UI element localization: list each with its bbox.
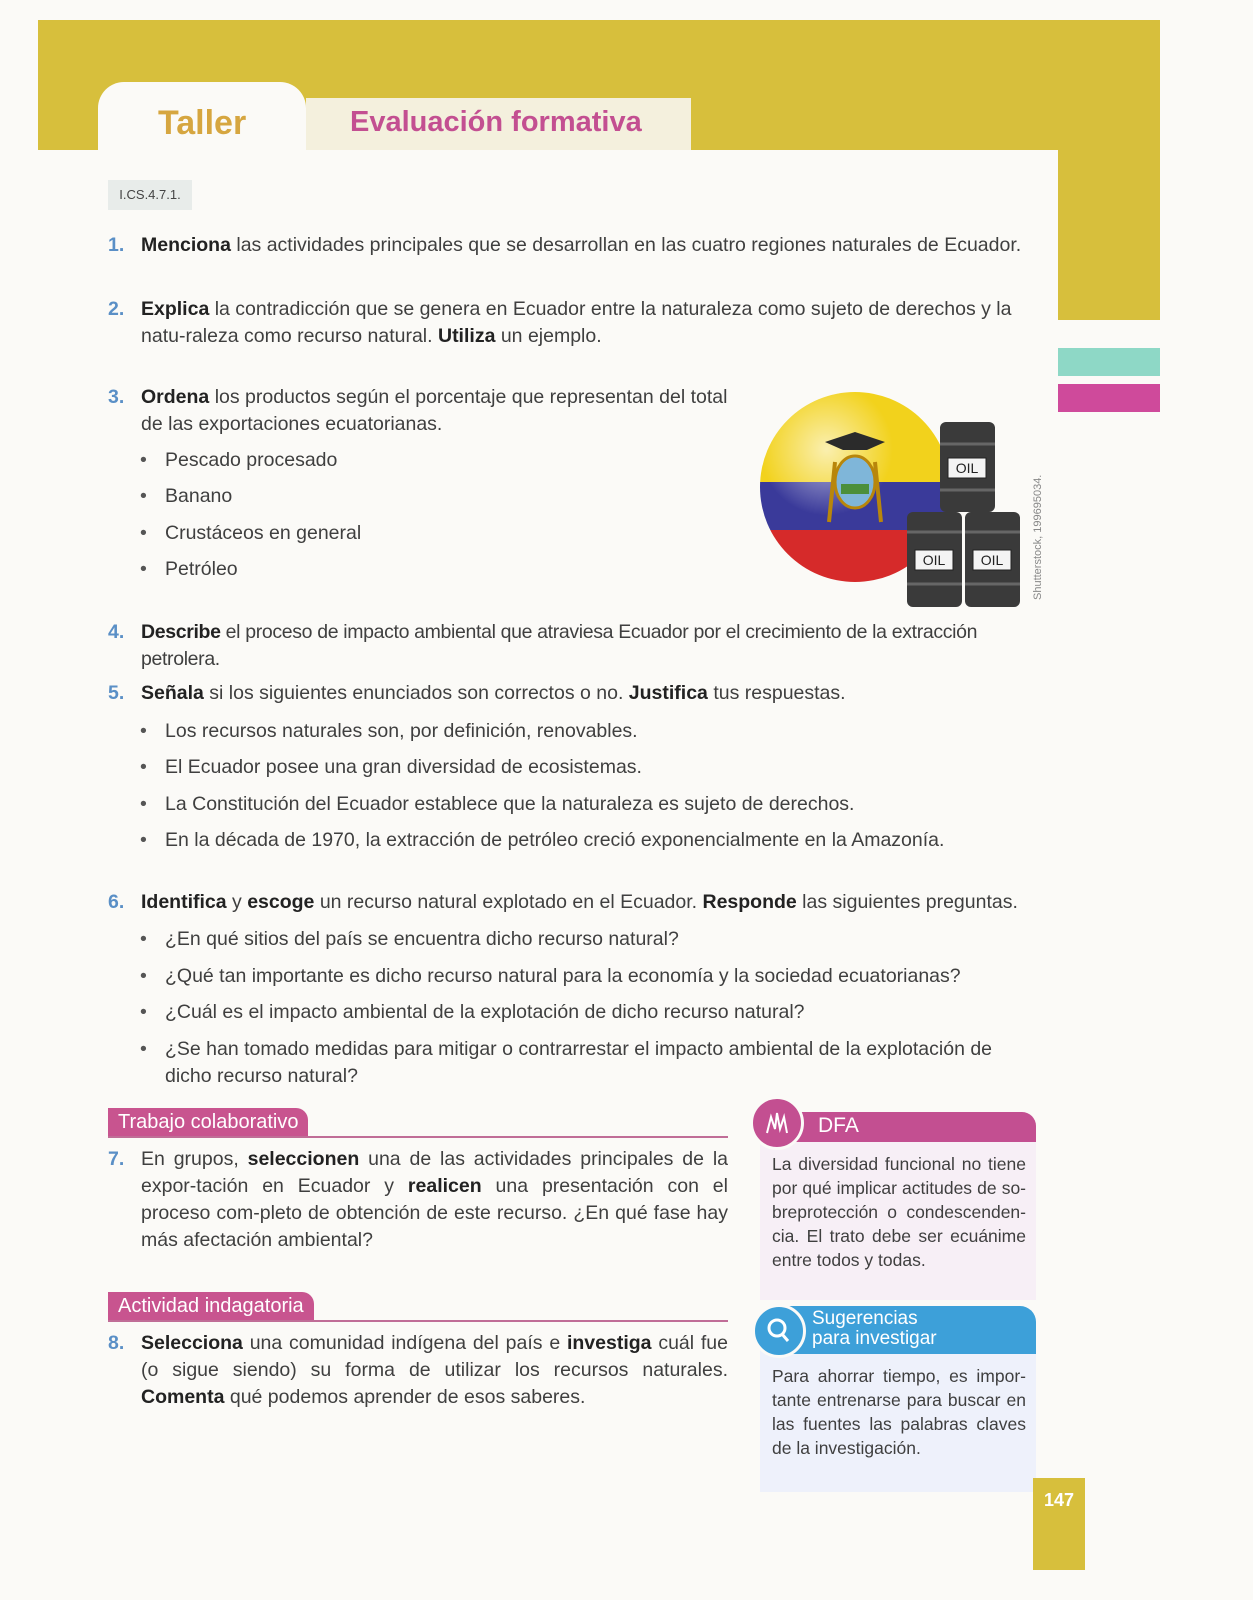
question-text: y [226,891,248,913]
question-number: 6. [108,891,125,913]
question-number: 4. [108,621,125,643]
sugerencias-title: Sugerencias [812,1308,918,1329]
question-text: el proceso de impacto ambiental que atraviesa Ecuador por el crecimiento de la extracción petrolera. [141,621,978,670]
section-trabajo-colaborativo [108,1108,728,1138]
question-verb: Comenta [141,1386,225,1408]
question-number: 3. [108,386,125,408]
sugerencias-text: Para ahorrar tiempo, es impor-tante entrenarse para buscar en las fuentes las palabras claves de la investigación. [772,1366,1026,1458]
question-number: 7. [108,1148,125,1170]
question-number: 1. [108,234,125,256]
tab-taller-label: Taller [158,104,247,142]
question-2 [108,296,1038,350]
sugerencias-box [760,1346,1036,1492]
hands-icon [750,1096,804,1150]
dfa-header [788,1112,1036,1142]
list-item: • En la década de 1970, la extracción de petróleo creció exponencialmente en la Amazonía. [140,827,944,854]
question-text: las actividades principales que se desarrollan en las cuatro regiones naturales de Ecuador. [230,234,1022,256]
question-text: si los siguientes enunciados son correctos o no. [203,682,629,704]
flag-oil-illustration [755,372,1035,617]
question-text: qué podemos aprender de esos saberes. [224,1386,586,1408]
question-text: las siguientes preguntas. [796,891,1018,913]
question-8 [108,1330,728,1411]
magnifier-icon [752,1304,806,1358]
list-item: • ¿Cuál es el impacto ambiental de la explotación de dicho recurso natural? [140,999,805,1026]
list-item: • ¿Se han tomado medidas para mitigar o contrarrestar el impacto ambiental de la explotación de dicho recurso natural? [140,1036,1035,1090]
teal-strip [1058,348,1160,376]
question-text: un ejemplo. [495,325,602,347]
tab-evaluacion-label: Evaluación formativa [350,106,642,138]
dfa-title: DFA [818,1114,859,1137]
question-number: 5. [108,682,125,704]
pink-strip [1058,384,1160,412]
question-verb: escoge [247,891,315,913]
question-verb: seleccionen [247,1148,360,1170]
question-text: cuál fue (o sigue siendo) su forma de utilizar los recursos naturales. [141,1332,728,1381]
question-verb: Responde [702,891,797,913]
tab-taller [98,82,306,162]
image-credit: Shutterstock, 199695034. [1032,474,1044,600]
list-item: • La Constitución del Ecuador establece que la naturaleza es sujeto de derechos. [140,791,854,818]
question-verb: Explica [141,298,210,320]
list-item: • Los recursos naturales son, por definición, renovables. [140,718,638,745]
question-4 [108,619,1038,673]
section-label: Actividad indagatoria [108,1292,314,1320]
question-verb: Describe [141,621,221,643]
question-verb: Señala [141,682,204,704]
criterion-code: I.CS.4.7.1. [108,180,192,210]
question-6 [108,889,1038,916]
sugerencias-title: para investigar [812,1328,937,1349]
question-3 [108,384,733,438]
question-text: una presentación con el proceso com-pleto de obtención de este recurso. ¿En qué fase hay más afectación ambiental? [141,1175,728,1251]
question-text: los productos según el porcentaje que representan del total de las exportaciones ecuatorianas. [141,386,728,435]
page-number: 147 [1033,1478,1085,1570]
list-item: • Petróleo [140,556,238,583]
question-verb: Ordena [141,386,210,408]
question-text: una comunidad indígena del país e [242,1332,567,1354]
dfa-text: La diversidad funcional no tiene por qué implicar actitudes de so-breprotección o condescenden-cia. El trato debe ser ecuánime entre todos y todas. [772,1154,1026,1270]
barrel-label: OIL [922,552,946,568]
list-item: • Pescado procesado [140,447,337,474]
question-verb: Justifica [628,682,708,704]
section-label: Trabajo colaborativo [108,1108,308,1136]
tab-evaluacion [306,98,691,150]
barrel-label: OIL [980,552,1004,568]
question-7 [108,1146,728,1254]
question-5 [108,680,1038,707]
list-item: • Banano [140,483,232,510]
list-item: • ¿Qué tan importante es dicho recurso natural para la economía y la sociedad ecuatorianas? [140,963,961,990]
sugerencias-header [788,1306,1036,1354]
section-actividad-indagatoria [108,1292,728,1322]
question-number: 8. [108,1332,125,1354]
question-verb: Menciona [141,234,231,256]
question-text: En grupos, [141,1148,248,1170]
question-verb: Utiliza [437,325,496,347]
question-number: 2. [108,298,125,320]
list-item: • ¿En qué sitios del país se encuentra dicho recurso natural? [140,926,679,953]
question-text: tus respuestas. [707,682,846,704]
list-item: • El Ecuador posee una gran diversidad de ecosistemas. [140,754,642,781]
question-verb: realicen [407,1175,482,1197]
question-verb: Identifica [141,891,227,913]
question-text: un recurso natural explotado en el Ecuador. [314,891,703,913]
question-1 [108,232,1038,259]
question-text: la contradicción que se genera en Ecuador entre la naturaleza como sujeto de derechos y la natu-raleza como recurso natural. [141,298,1012,347]
dfa-box [760,1134,1036,1300]
barrel-label: OIL [955,460,979,476]
question-text: una de las actividades principales de la expor-tación en Ecuador y [141,1148,729,1197]
side-band [1058,150,1160,320]
list-item: • Crustáceos en general [140,520,361,547]
question-verb: investiga [566,1332,652,1354]
question-verb: Selecciona [141,1332,243,1354]
